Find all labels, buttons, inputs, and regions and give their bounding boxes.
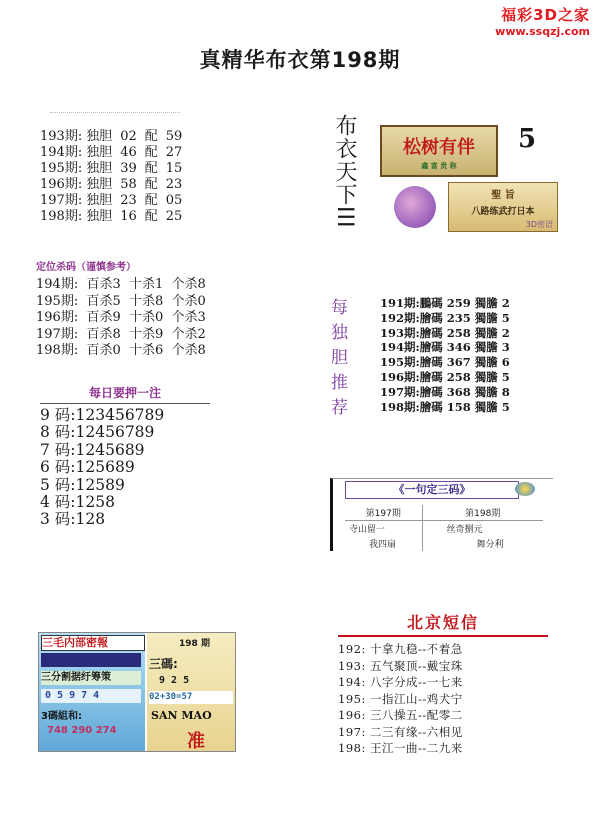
- dudan-v1: 23: [120, 193, 137, 208]
- dudan-period: 196期:: [40, 177, 83, 192]
- col2-line2: 舞分利: [476, 540, 504, 550]
- dudan-row: [40, 145, 190, 161]
- sanmao-three-code: 三碼:: [149, 657, 178, 671]
- daily-bet-value: 1258: [75, 493, 115, 512]
- daily-bet-heading: 每日要押一注: [40, 384, 210, 404]
- daily-bet-label: 9 码:: [40, 406, 76, 424]
- dudan-sep: 配: [144, 177, 158, 192]
- dudan-label: 独胆: [86, 177, 113, 192]
- page-title: 真精华布衣第198期: [199, 48, 401, 72]
- daily-bet-value: 123456789: [75, 406, 165, 424]
- beijing-sms-row: 193: 五气聚顶--戴宝珠: [338, 658, 463, 673]
- kill-row: 194期: 百杀3 十杀1 个杀8: [36, 277, 206, 292]
- daily-bet-section: [40, 384, 240, 529]
- dudan-v1: 58: [120, 177, 137, 192]
- kill-row: 196期: 百杀9 十杀0 个杀3: [36, 310, 206, 325]
- recommend-row: 198期:膾碼 158 獨膽 5: [380, 399, 510, 414]
- dudan-period: 194期:: [40, 145, 83, 160]
- dudan-rows: [40, 129, 190, 225]
- dudan-row: [40, 193, 190, 209]
- beijing-sms-rows: [338, 641, 548, 757]
- one-sentence-box: [330, 478, 553, 551]
- daily-bet-row: [40, 477, 240, 494]
- dudan-period: 198期:: [40, 209, 83, 224]
- dudan-period: 193期:: [40, 129, 83, 144]
- buyi-vertical-title: 布衣天下III: [332, 114, 357, 229]
- col1-header: 第197期: [345, 505, 422, 521]
- recommend-row: 194期:膾碼 346 獨膽 3: [380, 340, 510, 355]
- sanmao-calc: 三分割据纡筹策: [41, 671, 141, 685]
- recommend-row: 193期:膾碼 258 獨膽 2: [380, 325, 510, 340]
- recommend-row: 196期:膾碼 258 獨膽 5: [380, 369, 510, 384]
- dudan-v2: 05: [165, 193, 183, 208]
- daily-bet-label: 6 码:: [40, 458, 76, 477]
- logo-small-text: 鑫 富 贵 称: [421, 162, 457, 170]
- sanmao-formula: 02+30=57: [149, 691, 233, 704]
- daily-bet-label: 8 码:: [40, 423, 76, 442]
- scroll-card: [448, 182, 558, 232]
- recommend-row: 191期:鵬碼 259 獨膽 2: [380, 296, 510, 310]
- sanmao-sum-label: 3碼組和:: [41, 711, 82, 722]
- daily-bet-value: 125689: [75, 458, 135, 477]
- sanmao-banner: 三毛内部密報: [41, 635, 145, 651]
- dudan-row: [40, 209, 190, 225]
- dudan-label: 独胆: [86, 129, 113, 144]
- sanmao-deco-bar: [41, 653, 141, 667]
- dudan-label: 独胆: [86, 209, 113, 224]
- beijing-sms-row: 192: 十拿九稳--不着急: [338, 642, 463, 656]
- dudan-v2: 23: [165, 177, 183, 192]
- daily-bet-value: 12589: [75, 475, 125, 494]
- col1-line2: 我四扇: [345, 536, 422, 551]
- sanmao-digits: 0 5 9 7 4: [41, 689, 141, 703]
- site-brand: [495, 4, 590, 38]
- daily-bet-label: 4 码:: [40, 493, 76, 512]
- daily-bet-label: 7 码:: [40, 440, 76, 459]
- sanmao-issue: 期: [200, 639, 210, 649]
- col2-line1: 丝奇捌元: [446, 525, 483, 535]
- scroll-title: 聖 旨: [491, 190, 515, 201]
- dudan-sep: 配: [144, 161, 158, 176]
- site-url: www.ssqzj.com: [495, 25, 590, 38]
- dudan-v2: 25: [165, 209, 183, 224]
- recommend-vertical: [326, 298, 348, 428]
- sanmao-period: [179, 636, 210, 649]
- dudan-row: [40, 129, 190, 145]
- daily-bet-row: [40, 494, 240, 511]
- sanmao-period-number: 198: [179, 639, 198, 649]
- swirl-symbol-icon: 5: [517, 124, 537, 154]
- dudan-v2: 59: [165, 129, 183, 144]
- daily-bet-value: 12456789: [75, 423, 155, 442]
- recommend-row: 195期:膾碼 367 獨膽 6: [380, 355, 510, 370]
- dudan-row: [40, 161, 190, 177]
- daily-bet-row: [40, 424, 240, 441]
- daily-bet-row: [40, 459, 240, 476]
- daily-bet-rows: [40, 407, 240, 529]
- kill-heading: 定位杀码（谨慎参考）: [36, 262, 136, 273]
- dudan-period: 195期:: [40, 161, 83, 176]
- dudan-v1: 39: [120, 161, 137, 176]
- dudan-divider: [50, 110, 180, 113]
- kill-row: 195期: 百杀5 十杀8 个杀0: [36, 293, 206, 309]
- recommend-row: 192期:膾碼 235 獨膽 5: [380, 310, 510, 325]
- dudan-period: 197期:: [40, 193, 83, 208]
- daily-bet-value: 128: [75, 510, 106, 529]
- daily-bet-row: [40, 407, 240, 424]
- sanmao-card: [38, 632, 236, 752]
- dudan-v1: 16: [120, 209, 137, 224]
- beijing-sms-row: 198: 王江一曲--二九来: [338, 741, 463, 755]
- daily-bet-row: [40, 511, 240, 528]
- sanmao-sum-value: 748 290 274: [47, 725, 117, 736]
- right-top-block: [330, 114, 358, 264]
- beijing-sms-heading: 北京短信: [406, 613, 479, 632]
- beijing-sms-row: 196: 三八操五--配零二: [338, 708, 463, 722]
- logo-card: [380, 125, 498, 177]
- scroll-small: 3D密语: [525, 220, 553, 229]
- dudan-sep: 配: [144, 145, 158, 160]
- sanmao-three-code-value: 9 2 5: [159, 675, 190, 686]
- logo-text: 松树有伴: [403, 137, 475, 158]
- dudan-label: 独胆: [86, 145, 113, 160]
- dudan-v2: 27: [165, 145, 183, 160]
- dudan-sep: 配: [144, 209, 158, 224]
- daily-bet-label: 3 码:: [40, 510, 76, 529]
- one-sentence-table: [345, 505, 543, 551]
- dudan-v1: 02: [120, 129, 137, 144]
- globe-icon: [515, 482, 535, 496]
- beijing-sms-row: 197: 二三有缘--六相见: [338, 724, 463, 739]
- dudan-heading: [40, 96, 190, 110]
- dudan-sep: 配: [144, 129, 158, 144]
- beijing-sms-divider: [338, 635, 548, 637]
- beijing-sms-row: 194: 八字分成--一七来: [338, 675, 463, 689]
- recommend-rows: [380, 296, 510, 414]
- dudan-v1: 46: [120, 145, 137, 160]
- kill-row: 197期: 百杀8 十杀9 个杀2: [36, 326, 206, 342]
- dudan-section: [40, 96, 190, 234]
- kill-section: [36, 258, 236, 360]
- dudan-row: [40, 177, 190, 193]
- scroll-text: 八路练武打日本: [471, 207, 535, 217]
- kill-row: 198期: 百杀0 十杀6 个杀8: [36, 343, 206, 358]
- recommend-vertical-title: 每独胆推荐: [327, 298, 347, 423]
- dudan-v2: 15: [165, 161, 183, 176]
- recommend-row: 197期:膾碼 368 獨膽 8: [380, 384, 510, 399]
- sanmao-stamp: 准: [187, 731, 205, 752]
- site-name: 福彩3D之家: [501, 6, 590, 24]
- dudan-label: 独胆: [86, 193, 113, 208]
- one-sentence-heading: 《一句定三码》: [345, 481, 519, 499]
- daily-bet-label: 5 码:: [40, 475, 76, 494]
- daily-bet-row: [40, 442, 240, 459]
- kill-rows: [36, 277, 236, 360]
- dudan-label: 独胆: [86, 161, 113, 176]
- beijing-sms-row: 195: 一指江山--鸡犬宁: [338, 691, 463, 706]
- emblem-icon: [394, 186, 436, 228]
- col1-line1: 寺山留一: [345, 521, 422, 537]
- daily-bet-value: 1245689: [75, 440, 145, 459]
- beijing-sms-section: [338, 610, 548, 757]
- col2-header: 第198期: [465, 509, 501, 519]
- dudan-sep: 配: [144, 193, 158, 208]
- sanmao-brand: SAN MAO: [151, 709, 212, 722]
